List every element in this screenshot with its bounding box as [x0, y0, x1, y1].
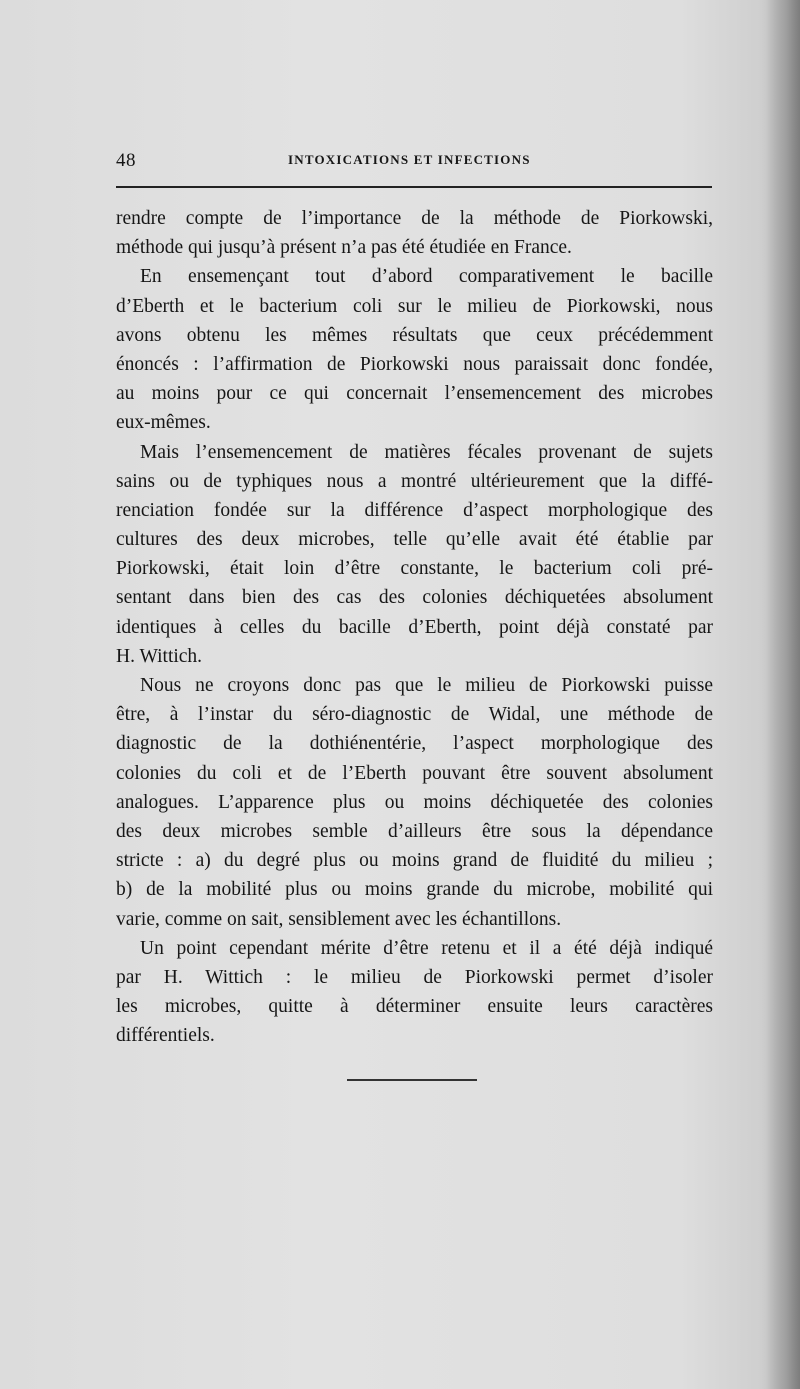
page-number: 48 — [116, 150, 136, 171]
text-line: avons obtenu les mêmes résultats que ceux précédemment — [116, 324, 713, 346]
text-line: eux-mêmes. — [116, 412, 211, 434]
text-line: des deux microbes semble d’ailleurs être sous la dépendance — [116, 820, 713, 842]
text-line: Nous ne croyons donc pas que le milieu de Piorkowski puisse — [140, 675, 713, 696]
paragraph-continuation — [116, 204, 713, 262]
text-line: sains ou de typhiques nous a montré ultérieurement que la diffé- — [116, 470, 713, 492]
text-line: varie, comme on sait, sensiblement avec les échantillons. — [116, 908, 562, 930]
paragraph — [116, 671, 713, 934]
text-line: par H. Wittich : le milieu de Piorkowski permet d’isoler — [116, 966, 713, 988]
text-line: cultures des deux microbes, telle qu’elle avait été établie par — [116, 529, 713, 551]
text-line: colonies du coli et de l’Eberth pouvant être souvent absolument — [116, 762, 713, 784]
text-line: les microbes, quitte à déterminer ensuite leurs caractères — [116, 996, 713, 1018]
text-line: H. Wittich. — [116, 645, 203, 667]
text-line: stricte : a) du degré plus ou moins grand de fluidité du milieu ; — [116, 850, 713, 872]
text-line: En ensemençant tout d’abord comparativement le bacille — [140, 266, 713, 288]
text-line: Piorkowski, était loin d’être constante, le bacterium coli pré- — [116, 558, 713, 580]
section-end-rule — [347, 1079, 477, 1081]
text-line: sentant dans bien des cas des colonies déchiquetées absolument — [116, 587, 713, 609]
text-line: b) de la mobilité plus ou moins grande du microbe, mobilité qui — [116, 879, 713, 901]
text-line: rendre compte de l’importance de la méthode de Piorkowski, — [116, 208, 713, 229]
text-line: identiques à celles du bacille d’Eberth, point déjà constaté par — [116, 616, 713, 638]
text-line: Un point cependant mérite d’être retenu et il a été déjà indiqué — [140, 937, 713, 959]
text-line: diagnostic de la dothiénentérie, l’aspect morphologique des — [116, 733, 713, 755]
text-line: énoncés : l’affirmation de Piorkowski nous paraissait donc fondée, — [116, 353, 713, 375]
paragraph — [116, 438, 713, 672]
text-line: renciation fondée sur la différence d’aspect morphologique des — [116, 499, 713, 521]
binding-shadow — [766, 0, 800, 1389]
paragraph — [116, 934, 713, 1051]
text-line: différentiels. — [116, 1025, 215, 1047]
text-line: au moins pour ce qui concernait l’ensemencement des microbes — [116, 383, 713, 405]
text-line: être, à l’instar du séro-diagnostic de Widal, une méthode de — [116, 704, 713, 726]
running-title: INTOXICATIONS ET INFECTIONS — [288, 152, 531, 167]
text-line: méthode qui jusqu’à présent n’a pas été étudiée en France. — [116, 237, 572, 259]
header-rule — [116, 186, 712, 188]
paragraph — [116, 262, 713, 437]
text-line: Mais l’ensemencement de matières fécales provenant de sujets — [140, 441, 713, 463]
body-text — [116, 204, 713, 1050]
text-line: d’Eberth et le bacterium coli sur le milieu de Piorkowski, nous — [116, 295, 713, 317]
text-line: analogues. L’apparence plus ou moins déchiquetée des colonies — [116, 791, 713, 813]
